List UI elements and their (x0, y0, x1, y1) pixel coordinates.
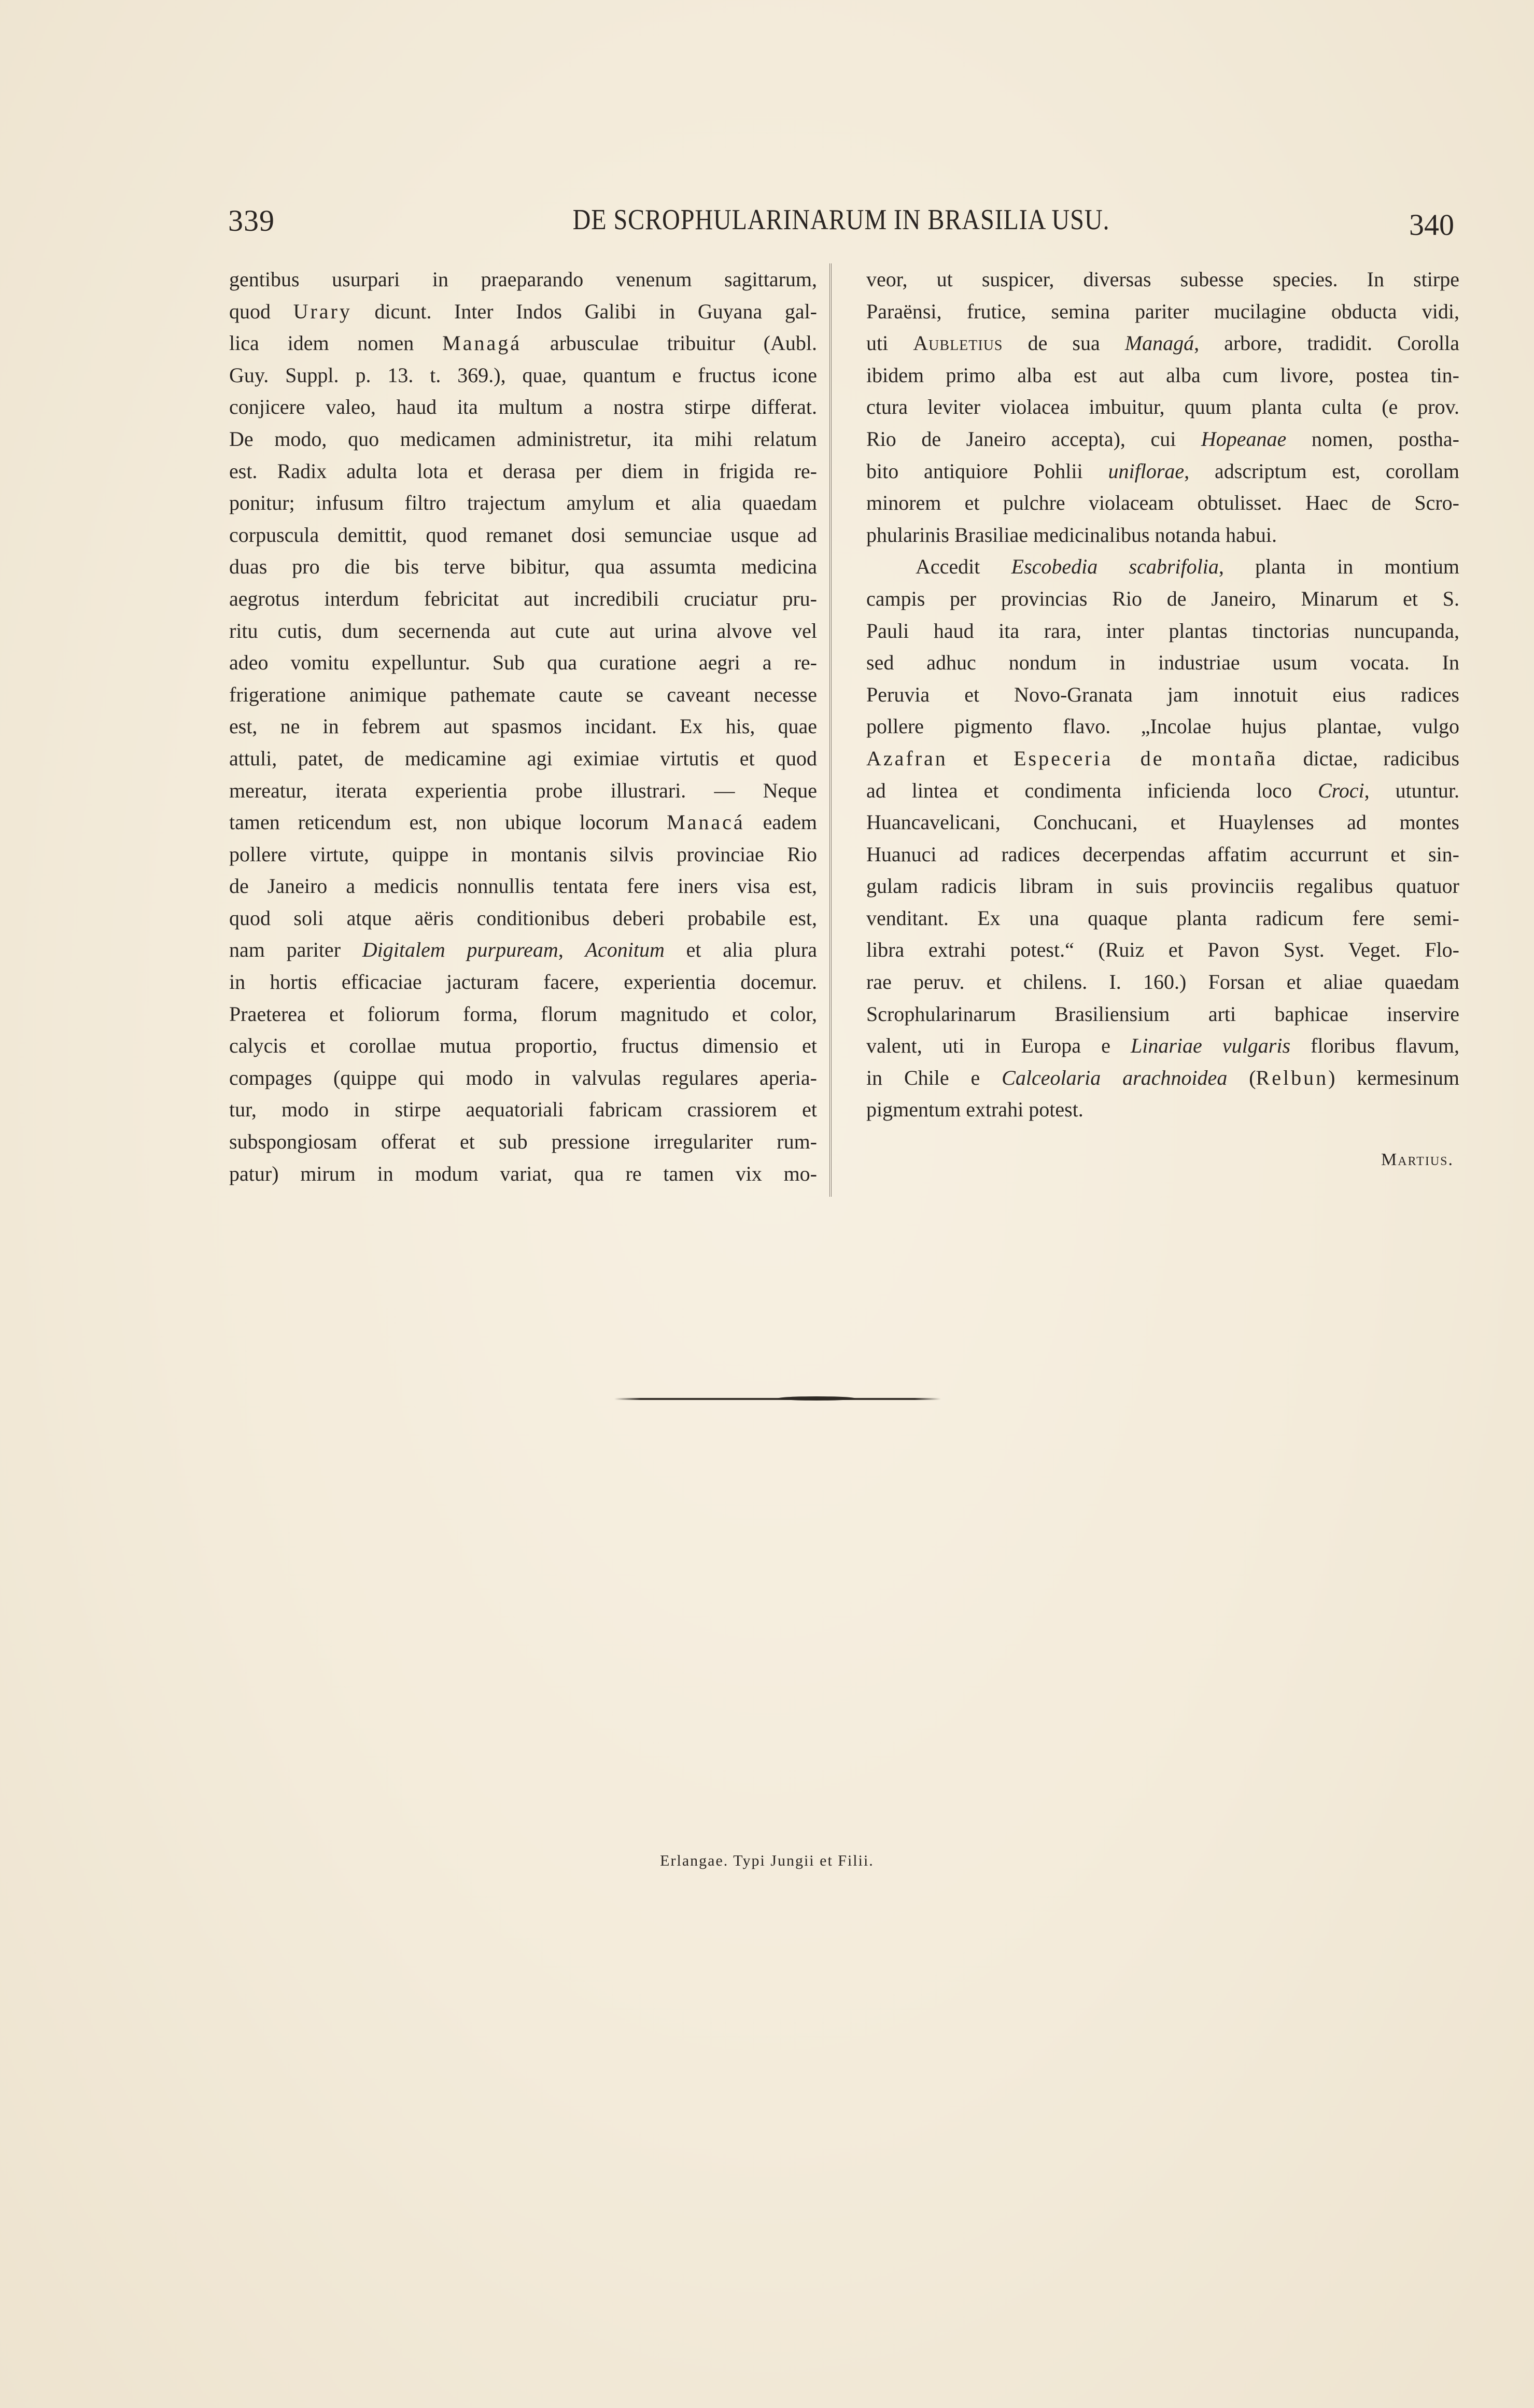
spaced-term: Manacá (667, 810, 745, 834)
text-line: corpuscula demittit, quod remanet dosi semunciae usque ad (229, 523, 817, 547)
text-line: phularinis Brasiliae medicinalibus notanda habui. (866, 523, 1277, 547)
text-line: Praeterea et foliorum forma, florum magnitudo et color, (229, 1002, 817, 1026)
italic-term: uniflorae (1108, 459, 1185, 483)
text-line: lica idem nomen Managá arbusculae tribuitur (Aubl. (229, 331, 817, 355)
italic-term: Digitalem purpuream (362, 938, 558, 962)
running-title: DE SCROPHULARINARUM IN BRASILIA USU. (572, 204, 1110, 236)
text-line: rae peruv. et chilens. I. 160.) Forsan et aliae quaedam (866, 970, 1459, 994)
text-line: est. Radix adulta lota et derasa per diem in frigida re- (229, 459, 817, 483)
text-line: pollere pigmento flavo. „Incolae hujus plantae, vulgo (866, 715, 1459, 738)
italic-term: Managá (1124, 331, 1194, 355)
spaced-term: Managá (442, 331, 522, 355)
italic-term: Linariae vulgaris (1130, 1034, 1291, 1058)
page-header (228, 203, 1454, 240)
text-line: adeo vomitu expelluntur. Sub qua curatione aegri a re- (229, 651, 817, 675)
text-line: Huancavelicani, Conchucani, et Huaylenses ad montes (866, 810, 1459, 834)
text-line: uti Aubletius de sua Managá, arbore, tradidit. Corolla (866, 331, 1460, 355)
italic-term: Escobedia scabrifolia (1011, 555, 1219, 579)
italic-term: Hopeanae (1201, 427, 1287, 451)
text-line: ritu cutis, dum secernenda aut cute aut urina alvove vel (229, 619, 817, 642)
text-line: minorem et pulchre violaceam obtulisset. Haec de Scro- (866, 491, 1459, 515)
end-rule-ornament (778, 1396, 855, 1401)
text-line: ponitur; infusum filtro trajectum amylum et alia quaedam (229, 491, 817, 515)
text-line: de Janeiro a medicis nonnullis tentata fere iners visa est, (229, 874, 817, 898)
text-line: quod soli atque aëris conditionibus deberi probabile est, (229, 906, 817, 930)
text-line: veor, ut suspicer, diversas subesse species. In stirpe (866, 268, 1459, 291)
text-line: pollere virtute, quippe in montanis silvis provinciae Rio (229, 842, 817, 866)
text-line: mereatur, iterata experientia probe illustrari. — Neque (229, 778, 817, 802)
text-line: campis per provincias Rio de Janeiro, Minarum et S. (866, 586, 1459, 610)
text-line: ctura leviter violacea imbuitur, quum planta culta (e prov. (866, 395, 1459, 419)
text-line: pigmentum extrahi potest. (866, 1098, 1083, 1122)
text-line: frigeratione animique pathemate caute se caveant necesse (229, 682, 817, 706)
text-line: ad lintea et condimenta inficienda loco Croci, utuntur. (866, 778, 1460, 802)
text-line: attuli, patet, de medicamine agi eximiae virtutis et quod (229, 746, 817, 770)
text-line: Azafran et Especeria de montaña dictae, radicibus (866, 746, 1460, 770)
text-line: Rio de Janeiro accepta), cui Hopeanae nomen, postha- (866, 427, 1460, 451)
italic-term: Calceolaria arachnoidea (1002, 1066, 1228, 1089)
text-line: De modo, quo medicamen administretur, ita mihi relatum (229, 427, 817, 451)
text-line: tamen reticendum est, non ubique locorum Manacá eadem (229, 810, 817, 834)
column-divider (829, 263, 832, 1197)
text-line: gentibus usurpari in praeparando venenum sagittarum, (229, 268, 817, 291)
italic-term: Croci (1318, 778, 1364, 802)
italic-term: Aconitum (585, 938, 665, 962)
text-line: quod Urary dicunt. Inter Indos Galibi in Guyana gal- (229, 299, 817, 323)
text-line: Guy. Suppl. p. 13. t. 369.), quae, quantum e fructus icone (229, 363, 817, 387)
spaced-term: Urary (293, 299, 352, 323)
text-line: Accedit Escobedia scabrifolia, planta in montium (916, 555, 1459, 579)
page-number-right: 340 (1409, 208, 1454, 242)
author-name: Aubletius (913, 331, 1003, 355)
author-signature: Martius. (1381, 1150, 1454, 1169)
text-line: Paraënsi, frutice, semina pariter mucilagine obducta vidi, (866, 299, 1459, 323)
text-line: Huanuci ad radices decerpendas affatim accurrunt et sin- (866, 842, 1459, 866)
text-line: gulam radicis libram in suis provinciis regalibus quatuor (866, 874, 1459, 898)
text-line: venditant. Ex una quaque planta radicum fere semi- (866, 906, 1459, 930)
text-line: in Chile e Calceolaria arachnoidea (Relbun) kermesinum (866, 1066, 1459, 1089)
page-number-left: 339 (228, 204, 275, 237)
printer-imprint: Erlangae. Typi Jungii et Filii. (660, 1852, 874, 1869)
text-line: valent, uti in Europa e Linariae vulgaris floribus flavum, (866, 1034, 1460, 1058)
text-line: ibidem primo alba est aut alba cum livore, postea tin- (866, 363, 1459, 387)
text-line: duas pro die bis terve bibitur, qua assumta medicina (229, 555, 817, 579)
text-line: compages (quippe qui modo in valvulas regulares aperia- (229, 1066, 817, 1089)
text-line: in hortis efficaciae jacturam facere, experientia docemur. (229, 970, 817, 994)
text-line: aegrotus interdum febricitat aut incredibili cruciatur pru- (229, 586, 817, 610)
text-line: tur, modo in stirpe aequatoriali fabricam crassiorem et (229, 1098, 817, 1122)
spaced-term: Relbun (1256, 1066, 1329, 1089)
text-line: Pauli haud ita rara, inter plantas tinctorias nuncupanda, (866, 619, 1459, 642)
text-line: conjicere valeo, haud ita multum a nostra stirpe differat. (229, 395, 817, 419)
text-line: calycis et corollae mutua proportio, fructus dimensio et (229, 1034, 817, 1058)
spaced-term: Especeria de montaña (1014, 746, 1278, 770)
text-line: subspongiosam offerat et sub pressione irregulariter rum- (229, 1130, 817, 1154)
text-line: bito antiquiore Pohlii uniflorae, adscriptum est, corollam (866, 459, 1459, 483)
left-text-column (229, 263, 817, 1189)
text-line: libra extrahi potest.“ (Ruiz et Pavon Syst. Veget. Flo- (866, 938, 1459, 962)
text-line: nam pariter Digitalem purpuream, Aconitum et alia plura (229, 938, 817, 962)
text-line: Scrophularinarum Brasiliensium arti baphicae inservire (866, 1002, 1459, 1026)
text-line: sed adhuc nondum in industriae usum vocata. In (866, 651, 1459, 675)
text-line: patur) mirum in modum variat, qua re tamen vix mo- (229, 1161, 817, 1185)
text-line: Peruvia et Novo-Granata jam innotuit eius radices (866, 682, 1459, 706)
spaced-term: Azafran (866, 746, 948, 770)
text-line: est, ne in febrem aut spasmos incidant. Ex his, quae (229, 715, 817, 738)
right-text-column (866, 263, 1459, 1126)
